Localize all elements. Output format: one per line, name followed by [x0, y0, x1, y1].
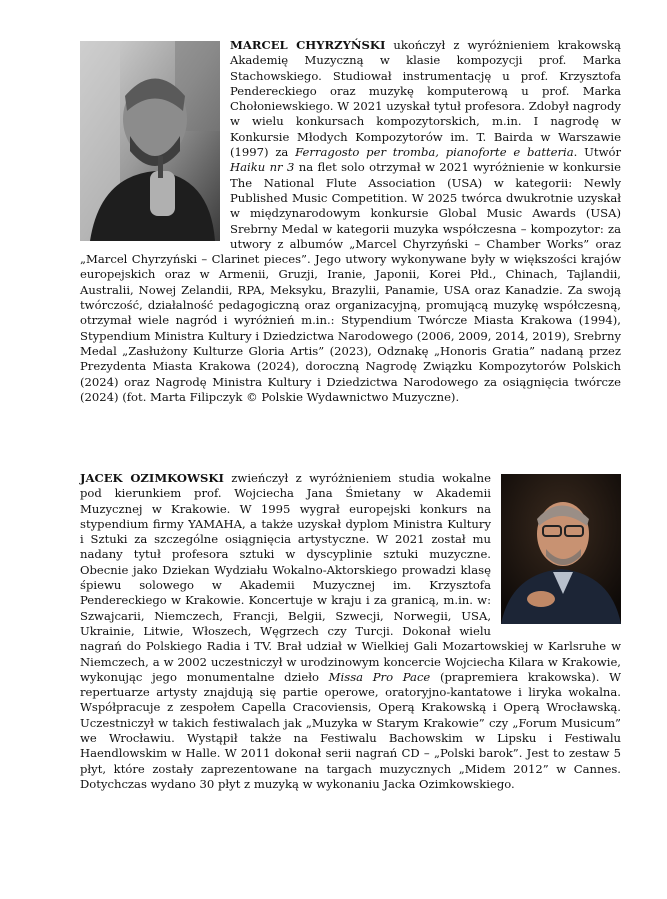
portrait-photo-marcel — [80, 41, 220, 241]
bio-text: . Utwór — [573, 145, 622, 160]
work-title: Missa Pro Pace — [328, 669, 431, 684]
bio-text: na flet solo otrzymał w 2021 wyróżnienie w konkursie The National Flute Association (USA) w kategorii: Newly Published Music Competition. W 2025 twórca dwukrotnie uzyskał w międzynarodowym konkursie Global Music Awards (USA) Srebrny Medal w kategorii muzyka współczesna – kompozytor: za utwory z albumów „Marcel Chyrzyński – Chamber Works” oraz „Marcel Chyrzyński – Clarinet pieces”. Jego utwory wykonywane były w większości krajów europejskich oraz w Armenii, Gruzji, Iranie, Japonii, Korei Płd., Chinach, Tajlandii, Australii, Nowej Zelandii, RPA, Meksyku, Brazylii, Panamie, USA oraz Kanadzie. Za swoją twórczość, działalność pedagogiczną oraz organizacyjną, promującą muzykę współczesną, otrzymał wiele nagród i wyróżnień m.in.: Stypendium Twórcze Miasta Krakowa (1994), Stypendium Ministra Kultury i Dziedzictwa Narodowego (2006, 2009, 2014, 2019), Srebrny Medal „Zasłużony Kulturze Gloria Artis” (2023), Odznakę „Honoris Gratia” nadaną przez Prezydenta Miasta Krakowa (2024), doroczną Nagrodę Związku Kompozytorów Polskich (2024) oraz Nagrodę Ministra Kultury i Dziedzictwa Narodowego za osiągnięcia twórcze (2024) (fot. Marta Filipczyk © Polskie Wydawnictwo Muzyczne). — [80, 160, 621, 404]
bio-text: ukończył z wyróżnieniem krakowską Akademię Muzyczną w klasie kompozycji prof. Marka Stachowskiego. Studiował instrumentację u prof. Krzysztofa Pendereckiego oraz muzykę komputerową u prof. Marka Chołoniewskiego. W 2021 uzyskał tytuł profesora. Zdobył nagrody w wielu konkursach kompozytorskich, m.in. I nagrodę w Konkursie Młodych Kompozytorów im. T. Bairda w Warszawie (1997) za — [230, 38, 621, 160]
work-title: Haiku nr 3 — [230, 160, 295, 175]
person-name: MARCEL CHYRZYŃSKI — [230, 38, 386, 52]
bio-marcel-chyrzynski — [80, 38, 621, 405]
bio-jacek-ozimkowski — [80, 471, 621, 792]
bio-text: zwieńczył z wyróżnieniem studia wokalne pod kierunkiem prof. Wojciecha Jana Śmietany w Akademii Muzycznej w Krakowie. W 1995 wygrał europejski konkurs na stypendium firmy YAMAHA, a także uzyskał dyplom Ministra Kultury i Sztuki za szczególne osiągnięcia artystyczne. W 2021 został mu nadany tytuł profesora sztuki w dyscyplinie sztuki muzyczne. Obecnie jako Dziekan Wydziału Wokalno-Aktorskiego prowadzi klasę śpiewu solowego w Akademii Muzycznej im. Krzysztofa Pendereckiego w Krakowie. Koncertuje w kraju i za granicą, m.in. w: Szwajcarii, Niemczech, Francji, Belgii, Szwecji, Norwegii, USA, Ukrainie, Litwie, Włoszech, Węgrzech czy Turcji. Dokonał wielu nagrań do Polskiego Radia i TV. Brał udział w Wielkiej Gali Mozartowskiej w Karlsruhe w Niemczech, a w 2002 uczestniczył w urodzinowym koncercie Wojciecha Kilara w Krakowie, wykonując jego monumentalne dzieło — [80, 471, 621, 684]
person-name: JACEK OZIMKOWSKI — [80, 471, 224, 485]
work-title: Ferragosto per tromba, pianoforte e batteria — [295, 145, 574, 160]
bio-text: (prapremiera krakowska). W repertuarze artysty znajdują się partie operowe, oratoryjno-kantatowe i liryka wokalna. Współpracuje z zespołem Capella Cracoviensis, Operą Krakowską i Operą Wrocławską. Uczestniczył w takich festiwalach jak „Muzyka w Starym Krakowie” czy „Forum Musicum” we Wrocławiu. Wystąpił także na Festiwalu Bachowskim w Lipsku i Festiwalu Haendlowskim w Halle. W 2011 dokonał serii nagrań CD – „Polski barok”. Jest to zestaw 5 płyt, które zostały zaprezentowane na targach muzycznych „Midem 2012” w Cannes. Dotychczas wydano 30 płyt z muzyką w wykonaniu Jacka Ozimkowskiego. — [80, 669, 621, 791]
portrait-photo-jacek — [501, 474, 621, 624]
